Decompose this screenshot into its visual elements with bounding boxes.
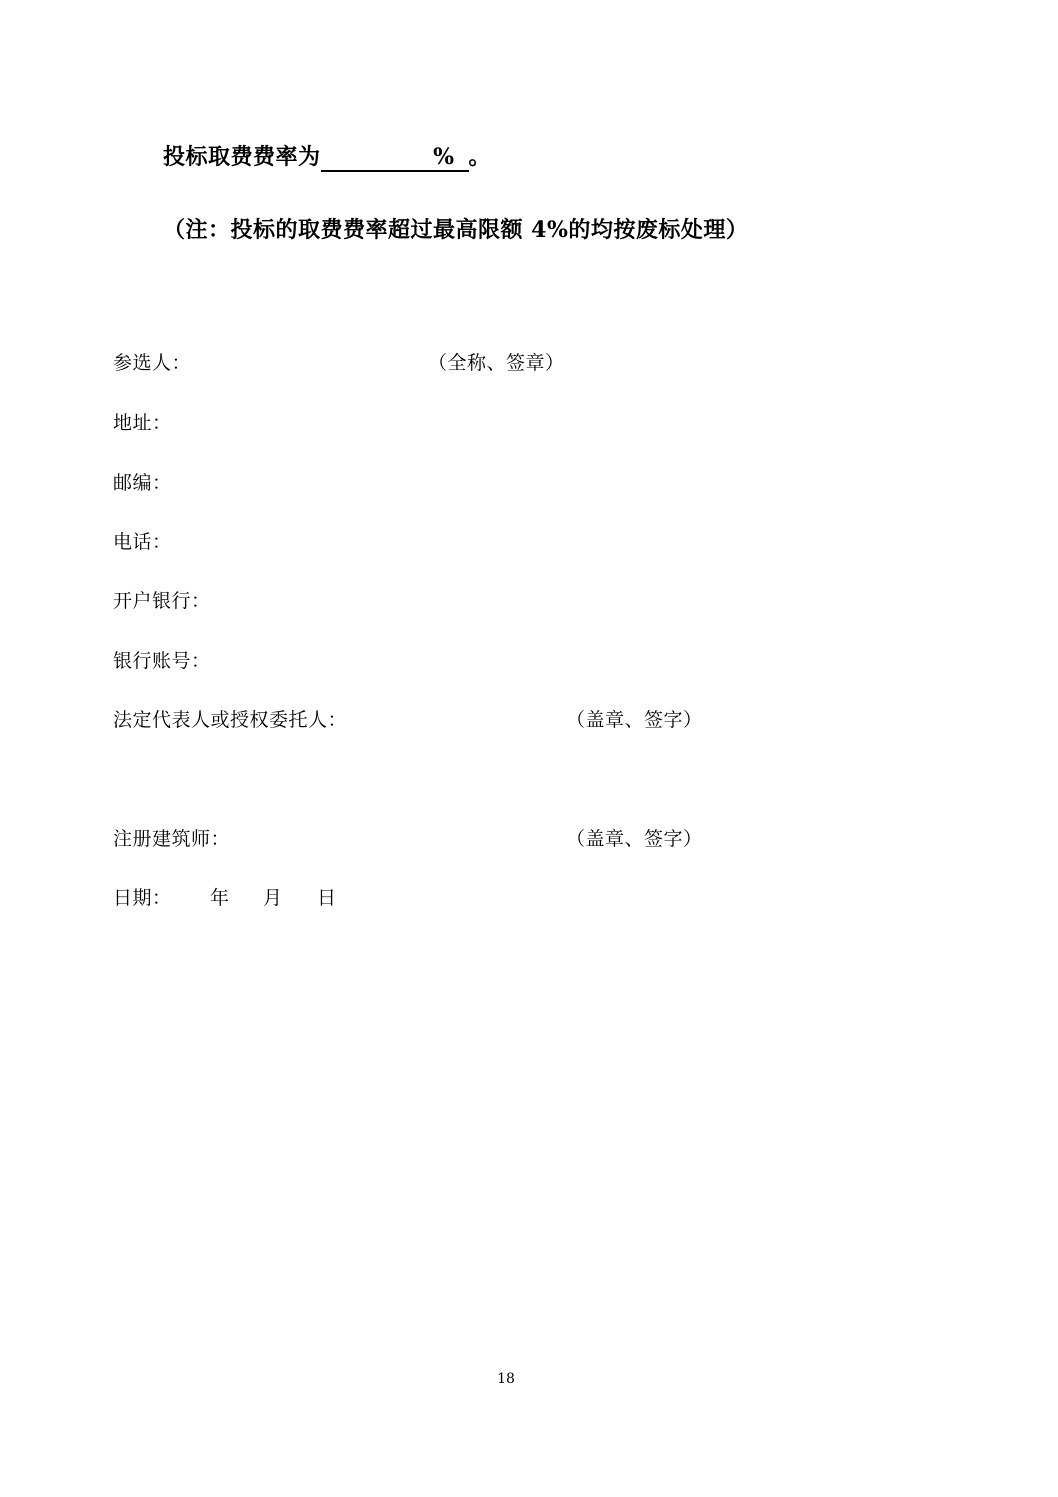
legal-rep-hint: （盖章、签字） (566, 709, 703, 731)
bank-label: 开户银行： (113, 590, 211, 612)
legal-rep-label: 法定代表人或授权委托人： (113, 709, 348, 731)
date-month: 月 (263, 887, 283, 909)
percent-sign: % (433, 144, 455, 170)
page-number: 18 (497, 1371, 515, 1387)
postcode-label: 邮编： (113, 472, 172, 494)
address-label: 地址： (113, 412, 172, 434)
bid-rate-note: （注：投标的取费费率超过最高限额 4%的均按废标处理） (163, 217, 749, 243)
bidder-label: 参选人： (113, 352, 192, 374)
bid-rate-blank[interactable] (321, 144, 469, 172)
bid-rate-label: 投标取费费率为 (163, 144, 321, 170)
date-day: 日 (317, 887, 337, 909)
phone-label: 电话： (113, 531, 172, 553)
date-label: 日期： (113, 887, 172, 909)
bid-rate-end: 。 (468, 144, 492, 170)
date-year: 年 (210, 887, 230, 909)
architect-hint: （盖章、签字） (566, 828, 703, 850)
bid-rate-line (163, 140, 491, 172)
account-label: 银行账号： (113, 650, 211, 672)
architect-label: 注册建筑师： (113, 828, 231, 850)
bidder-hint: （全称、签章） (428, 352, 565, 374)
